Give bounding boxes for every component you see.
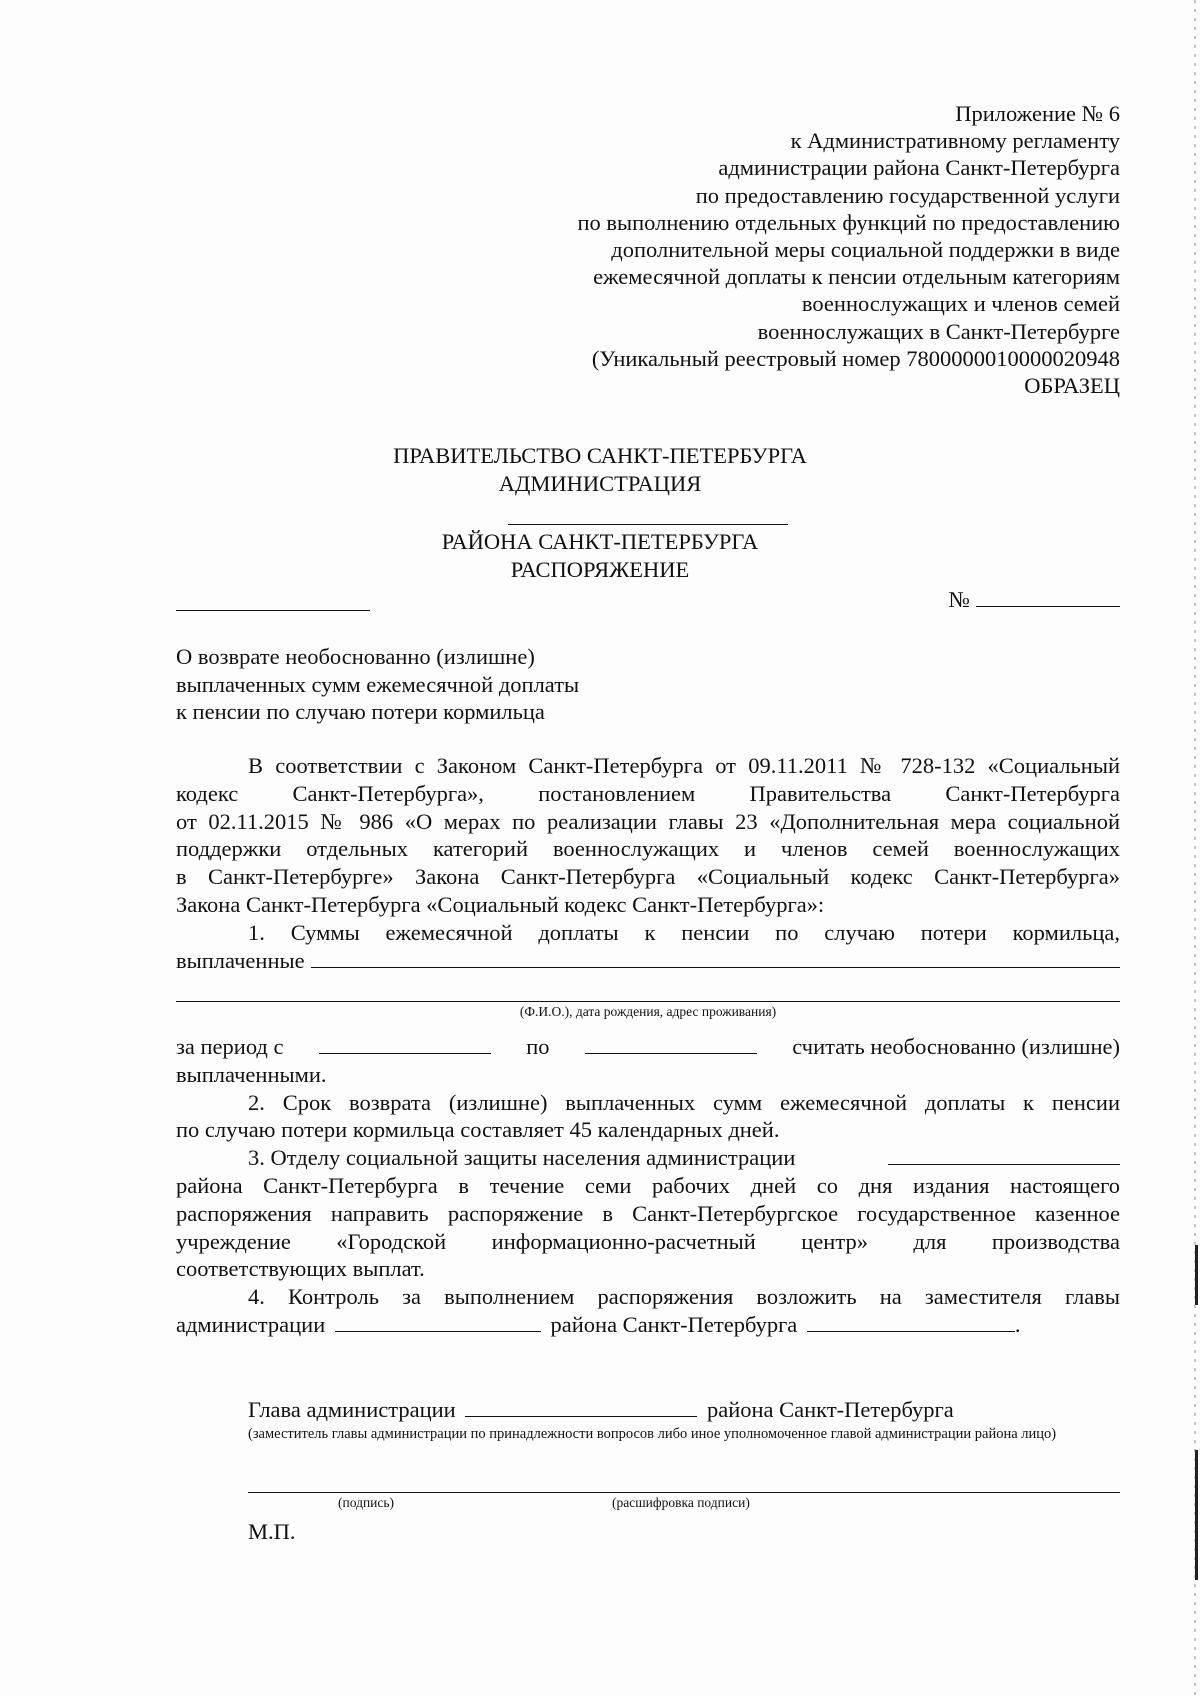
doc-type-title: РАСПОРЯЖЕНИЕ <box>510 557 690 582</box>
item1-line-1: 1. Суммы ежемесячной доплаты к пенсии по случаю потери кормильца, <box>248 919 1120 945</box>
sign-caption: (подпись) <box>338 1495 395 1510</box>
registry-number: (Уникальный реестровый номер 7800000010000020948 <box>591 345 1120 371</box>
district-heading <box>0 528 1200 584</box>
appendix-line-3: администрации района Санкт-Петербурга <box>718 155 1120 181</box>
seal-mark: М.П. <box>248 1519 296 1544</box>
item3-line-5: соответствующих выплат. <box>176 1256 425 1282</box>
item4-part-b: района Санкт-Петербурга <box>550 1311 798 1337</box>
signature-rule <box>248 1492 1120 1493</box>
subject-line-3: к пенсии по случаю потери кормильца <box>176 699 545 724</box>
period-end: выплаченными. <box>176 1061 327 1087</box>
district-title: РАЙОНА САНКТ-ПЕТЕРБУРГА <box>441 529 759 554</box>
gov-heading <box>0 442 1200 498</box>
item3-text: 3. Отделу социальной защиты населения администрации <box>248 1145 796 1171</box>
scan-edge-artifact <box>1194 0 1196 1696</box>
item4-line-1: 4. Контроль за выполнением распоряжения возложить на заместителя главы <box>248 1284 1120 1310</box>
period-from-blank <box>319 1033 491 1054</box>
item2-line-2: по случаю потери кормильца составляет 45 календарных дней. <box>176 1117 780 1143</box>
period-tail: считать необоснованно (излишне) <box>792 1034 1120 1059</box>
paid-label: выплаченные <box>176 947 305 973</box>
head-tail: района Санкт-Петербурга <box>706 1397 954 1422</box>
preamble-line-6: Закона Санкт-Петербурга «Социальный кодекс Санкт-Петербурга»: <box>176 891 825 917</box>
gov-title: ПРАВИТЕЛЬСТВО САНКТ-ПЕТЕРБУРГА <box>393 443 807 468</box>
number-blank <box>976 584 1120 607</box>
scan-mark-2 <box>1195 1450 1198 1580</box>
preamble-line-2: кодекс Санкт-Петербурга», постановлением Правительства Санкт-Петербурга <box>176 780 1120 806</box>
item3-line-2: района Санкт-Петербурга в течение семи рабочих дней со дня издания настоящего <box>176 1172 1120 1198</box>
appendix-line-4: по предоставлению государственной услуги <box>695 182 1120 208</box>
deputy-district-blank <box>335 1311 541 1332</box>
appendix-block <box>420 100 1120 399</box>
number-label: № <box>948 587 970 612</box>
item3-line-4: учреждение «Городской информационно-расчетный центр» для производства <box>176 1228 1120 1254</box>
appendix-line-1: Приложение № 6 <box>955 101 1120 126</box>
subject-block <box>176 643 579 726</box>
subject-line-1: О возврате необоснованно (излишне) <box>176 644 535 669</box>
department-blank <box>888 1144 1120 1165</box>
period-line <box>176 1033 1120 1061</box>
item3-line-1 <box>176 1144 1120 1172</box>
recipient-rule <box>176 1001 1120 1002</box>
head-line <box>176 1396 1120 1423</box>
item4-part-a: администрации <box>176 1311 326 1337</box>
item4-line-2 <box>176 1311 1120 1339</box>
head-note: (заместитель главы администрации по принадлежности вопросов либо иное уполномоченное главой администрации района лицо) <box>248 1426 1057 1442</box>
preamble-line-3: от 02.11.2015 № 986 «О мерах по реализации главы 23 «Дополнительная мера социальной <box>176 808 1120 834</box>
preamble-line-1: В соответствии с Законом Санкт-Петербурга от 09.11.2011 № 728-132 «Социальный <box>248 753 1120 778</box>
date-field-line <box>176 610 370 611</box>
sample-mark: ОБРАЗЕЦ <box>1024 373 1120 399</box>
item4-end: . <box>1014 1311 1021 1337</box>
appendix-line-6: дополнительной меры социальной поддержки в виде <box>611 237 1120 263</box>
appendix-line-9: военнослужащих в Санкт-Петербурге <box>757 318 1120 344</box>
district-name-line <box>508 524 788 525</box>
appendix-line-2: к Административному регламенту <box>790 128 1120 154</box>
appendix-line-7: ежемесячной доплаты к пенсии отдельным категориям <box>593 264 1120 290</box>
head-label: Глава администрации <box>248 1397 456 1422</box>
preamble-line-5: в Санкт-Петербурге» Закона Санкт-Петербурга «Социальный кодекс Санкт-Петербурга» <box>176 864 1120 890</box>
period-from-label: за период с <box>176 1034 284 1059</box>
scan-mark-1 <box>1195 1245 1198 1305</box>
preamble <box>176 752 1120 974</box>
appendix-line-8: военнослужащих и членов семей <box>801 291 1120 317</box>
paid-blank <box>311 947 1120 968</box>
item2-line-1: 2. Срок возврата (излишне) выплаченных сумм ежемесячной доплаты к пенсии <box>248 1089 1120 1115</box>
item1-paid-line <box>176 947 1120 975</box>
decode-caption: (расшифровка подписи) <box>612 1495 750 1510</box>
head-district-blank <box>465 1396 697 1417</box>
doc-number-field <box>949 584 1120 613</box>
item1-period <box>176 1033 1120 1339</box>
subject-line-2: выплаченных сумм ежемесячной доплаты <box>176 671 580 697</box>
appendix-line-5: по выполнению отдельных функций по предоставлению <box>577 209 1120 235</box>
preamble-line-4: поддержки отдельных категорий военнослужащих и членов семей военнослужащих <box>176 836 1120 862</box>
period-to-label: по <box>526 1034 550 1059</box>
recipient-caption: (Ф.И.О.), дата рождения, адрес проживания) <box>519 1004 777 1019</box>
item3-line-3: распоряжения направить распоряжение в Санкт-Петербургское государственное казенное <box>176 1200 1120 1226</box>
period-to-blank <box>585 1033 757 1054</box>
signature-block <box>176 1396 1120 1445</box>
admin-title: АДМИНИСТРАЦИЯ <box>498 471 702 496</box>
deputy-name-blank <box>807 1311 1015 1332</box>
